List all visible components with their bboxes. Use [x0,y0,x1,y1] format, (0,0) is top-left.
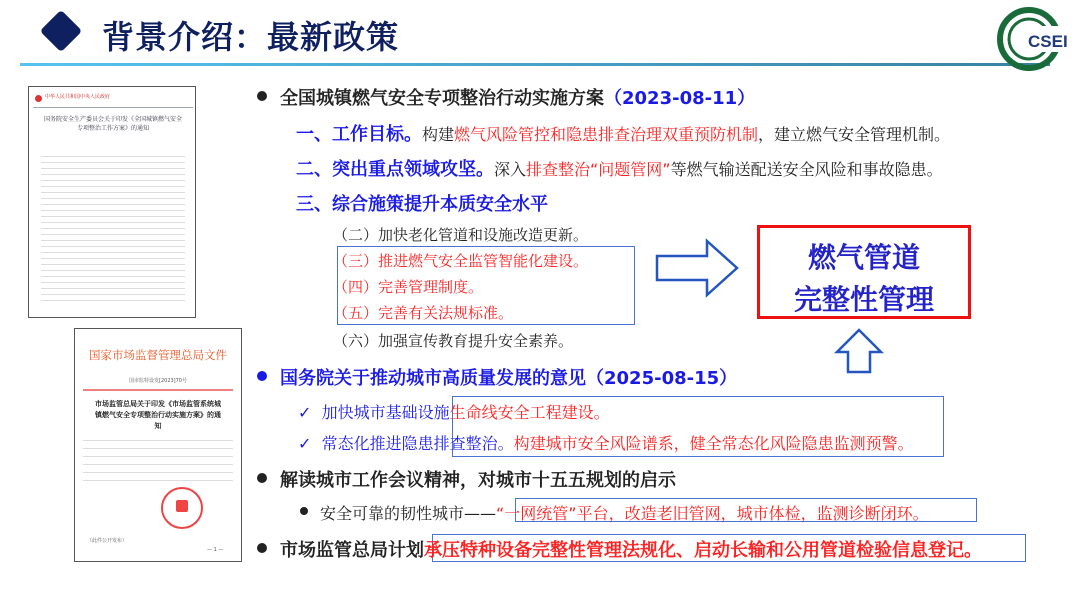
sub-item-5: （五）完善有关法规标准。 [333,304,514,322]
official-seal-icon [161,487,203,529]
right-arrow-icon [655,238,741,302]
section2-title: 国务院关于推动城市高质量发展的意见（2025-08-15） [280,368,738,389]
section1-item-3: 三、综合施策提升本质安全水平 [296,194,548,215]
page-title: 背景介绍：最新政策 [102,18,400,56]
doc-gov-header: 中华人民共和国中央人民政府 [45,94,111,100]
csei-logo [996,6,1068,72]
section1-title: 全国城镇燃气安全专项整治行动实施方案（2023-08-11） [280,88,756,109]
sub-item-3: （三）推进燃气安全监管智能化建设。 [333,252,589,270]
check-icon: ✓ [298,434,322,453]
title-diamond-icon [40,10,82,52]
emblem-icon [35,95,42,102]
bullet-icon [257,371,267,381]
doc-header: 国家市场监督管理总局文件 [89,348,227,362]
doc-footer: （此件公开发布） [87,538,128,544]
policy-document-thumbnail-2 [74,328,242,562]
section1-item-1: 一、工作目标。构建燃气风险管控和隐患排查治理双重预防机制，建立燃气安全管理机制。 [296,124,951,145]
check-item-1: ✓ 加快城市基础设施生命线安全工程建设。 [298,403,610,422]
doc-body-text [41,151,185,301]
section1-item-2: 二、突出重点领域攻坚。深入排查整治“问题管网”等燃气输送配送安全风险和事故隐患。 [296,159,943,180]
bullet-icon [300,507,308,515]
check-item-2: ✓ 常态化推进隐患排查整治。构建城市安全风险谱系，健全常态化风险隐患监测预警。 [298,434,914,453]
doc-number: 国市监特设发[2023]70号 [129,378,187,384]
doc-page-number: — 1 — [207,547,224,553]
callout-line-2: 完整性管理 [793,283,934,316]
callout-box [757,225,971,319]
doc-title: 国务院安全生产委员会关于印发《全国城镇燃气安全专项整治工作方案》的通知 [43,116,182,132]
doc-body-text [83,433,233,481]
sub-item-4: （四）完善管理制度。 [333,278,484,296]
sub-item-2: （二）加快老化管道和设施改造更新。 [333,226,589,244]
section4-title: 市场监管总局计划承压特种设备完整性管理法规化、启动长输和公用管道检验信息登记。 [280,540,982,561]
doc-title: 市场监管总局关于印发《市场监管系统城镇燃气安全专项整治行动实施方案》的通知 [95,400,221,430]
header-divider [20,63,1050,66]
policy-document-thumbnail-1 [28,86,196,318]
check-icon: ✓ [298,403,322,422]
callout-line-1: 燃气管道 [807,241,920,274]
section3-title: 解读城市工作会议精神，对城市十五五规划的启示 [280,470,676,491]
bullet-icon [257,543,267,553]
bullet-icon [257,91,267,101]
svg-text:CSEI: CSEI [1028,32,1068,51]
bullet-icon [257,473,267,483]
sub-item-6: （六）加强宣传教育提升安全素养。 [333,332,574,350]
up-arrow-icon [834,328,884,378]
section3-sub-item: 安全可靠的韧性城市——“一网统管”平台，改造老旧管网，城市体检，监测诊断闭环。 [320,504,929,523]
